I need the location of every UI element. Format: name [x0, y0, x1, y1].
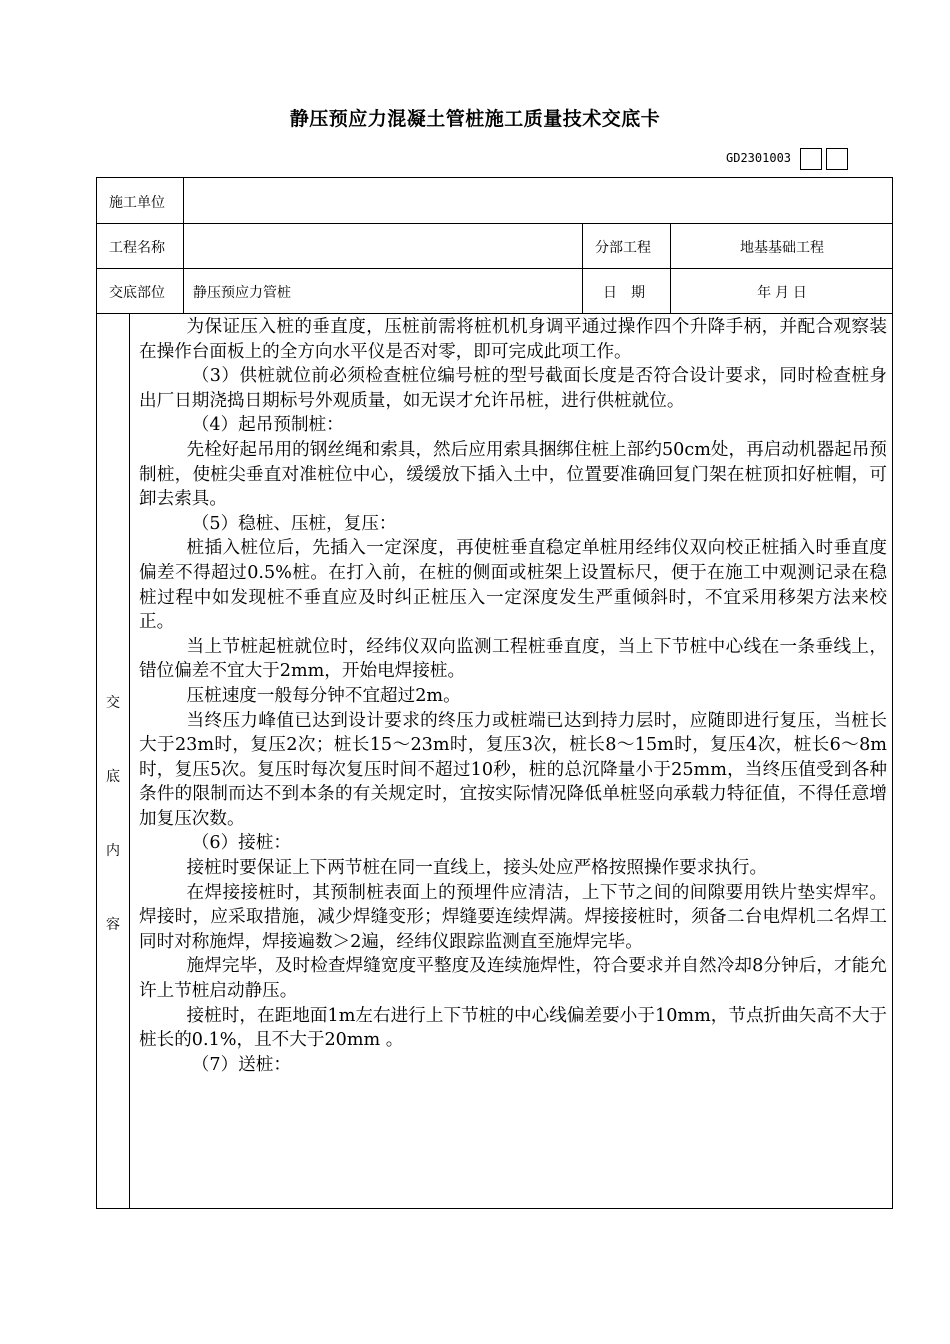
content-paragraph: 接桩时，在距地面1m左右进行上下节桩的中心线偏差要小于10mm，节点折曲矢高不大于桩长的0.1%，且不大于20mm 。: [139, 1005, 887, 1051]
content-paragraph: 为保证压入桩的垂直度，压桩前需将桩机机身调平通过操作四个升降手柄，并配合观察装在操作台面板上的全方向水平仪是否对零，即可完成此项工作。: [139, 317, 887, 362]
label-sub-project: 分部工程: [595, 239, 651, 255]
content-paragraph: 施焊完毕，及时检查焊缝宽度平整度及连续施焊性，符合要求并自然冷却8分钟后，才能允许上节桩启动静压。: [139, 956, 887, 1002]
content-paragraph: （3）供桩就位前必须检查桩位编号桩的型号截面长度是否符合设计要求，同时检查桩身出厂日期浇捣日期标号外观质量，如无误才允许吊桩，进行供桩就位。: [139, 366, 887, 411]
content-paragraph: 接桩时要保证上下两节桩在同一直线上，接头处应严格按照操作要求执行。: [186, 858, 768, 879]
date-value[interactable]: 年 月 日: [757, 284, 807, 300]
content-paragraph: 压桩速度一般每分钟不宜超过2m。: [186, 685, 461, 706]
code-checkbox-2[interactable]: [826, 148, 848, 170]
content-paragraph: （6）接桩：: [191, 833, 291, 854]
sub-project-value: 地基基础工程: [740, 239, 824, 255]
content-paragraph: （4）起吊预制桩：: [191, 415, 344, 436]
document-code-text: GD2301003: [726, 151, 792, 165]
document-code: [700, 148, 848, 170]
row-divider: [97, 313, 892, 314]
side-char: 内: [106, 842, 120, 858]
col-divider: [129, 313, 130, 1209]
content-paragraph: 桩插入桩位后，先插入一定深度，再使桩垂直稳定单桩用经纬仪双向校正桩插入时垂直度偏差不得超过0.5%桩。在打入前，在桩的侧面或桩架上设置标尺，便于在施工中观测记录在稳桩过程中如发现桩不垂直应及时纠正桩压入一定深度发生严重倾斜时，不宜采用移架方法来校正。: [139, 538, 887, 633]
side-char: 底: [106, 768, 120, 784]
row-divider: [97, 268, 892, 269]
page-title: 静压预应力混凝土管桩施工质量技术交底卡: [289, 108, 661, 130]
content-paragraph: 当终压力峰值已达到设计要求的终压力或桩端已达到持力层时，应随即进行复压，当桩长大于23m时，复压2次；桩长15～23m时，复压3次，桩长8～15m时，复压4次，桩长6～8m时，复压5次。复压时每次复压时间不超过10秒，桩的总沉降量小于25mm，当终压值受到各种条件的限制而达不到本条的有关规定时，宜按实际情况降低单桩竖向承载力特征值，不得任意增加复压次数。: [139, 710, 887, 829]
content-paragraph: 当上节桩起桩就位时，经纬仪双向监测工程桩垂直度，当上下节桩中心线在一条垂线上，错位偏差不宜大于2mm，开始电焊接桩。: [139, 636, 887, 682]
col-divider: [183, 178, 184, 313]
label-project-name: 工程名称: [109, 239, 165, 255]
col-divider: [582, 223, 583, 313]
label-date: 日 期: [603, 284, 645, 300]
label-disclosure-location: 交底部位: [109, 284, 165, 300]
content-paragraph: （5）稳桩、压桩，复压：: [191, 513, 397, 534]
row-divider: [97, 223, 892, 224]
content-paragraph: （7）送桩：: [191, 1054, 291, 1075]
disclosure-location-value: 静压预应力管桩: [193, 284, 291, 300]
label-construction-unit: 施工单位: [109, 194, 165, 210]
side-char: 交: [106, 694, 120, 710]
code-checkbox-1[interactable]: [800, 148, 822, 170]
content-paragraph: 先栓好起吊用的钢丝绳和索具，然后应用索具捆绑住桩上部约50cm处，再启动机器起吊预制桩，使桩尖垂直对准桩位中心，缓缓放下插入土中，位置要准确回复门架在桩顶扣好桩帽，可卸去索具。: [139, 439, 887, 510]
side-label-disclosure-content: [97, 314, 129, 1210]
side-char: 容: [106, 916, 120, 932]
content-paragraph: 在焊接接桩时，其预制桩表面上的预埋件应清洁，上下节之间的间隙要用铁片垫实焊牢。焊接时，应采取措施，减少焊缝变形；焊缝要连续焊满。焊接接桩时，须备二台电焊机二名焊工同时对称施焊，焊接遍数＞2遍，经纬仪跟踪监测直至施焊完毕。: [139, 882, 887, 952]
disclosure-table: [96, 177, 893, 1209]
disclosure-content: [139, 315, 887, 1208]
